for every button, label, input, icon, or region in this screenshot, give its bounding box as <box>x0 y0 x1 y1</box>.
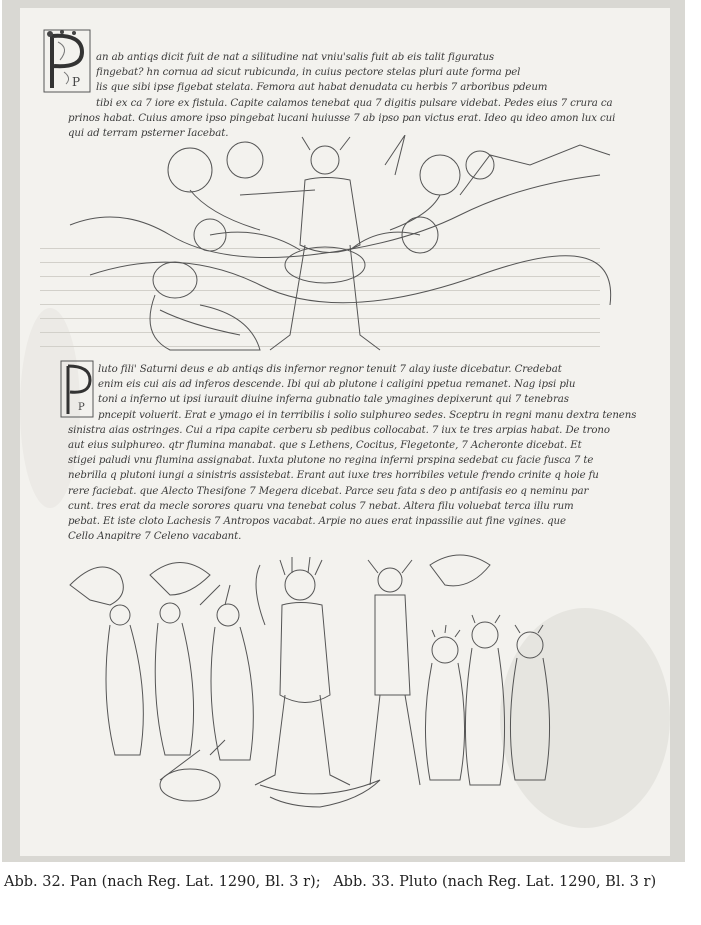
text-line: aut eius sulphureo. qtr flumina manabat. que s Lethens, Cocitus, Flegetonte, 7 Acheronte dicebat. Et <box>68 439 582 451</box>
text-line: cunt. tres erat da mecle sorores quaru vna tenebat colus 7 nebat. Altera filu voluebat terca illu rum <box>68 500 574 512</box>
decorated-initial-pan <box>42 28 92 94</box>
pan-text-block <box>68 50 616 141</box>
caption-fig33: Abb. 33. Pluto (nach Reg. Lat. 1290, Bl. 3 r) <box>333 874 657 890</box>
text-line: prinos habat. Cuius amore ipso pingebat lucani huiusse 7 ab ipso pan victus erat. Ideo qu ideo amon lux cui <box>68 112 616 124</box>
pluto-text-block <box>68 362 637 544</box>
text-line: pebat. Et iste cloto Lachesis 7 Antropos vacabat. Arpie no aues erat inpassilie aut fine vgines. que <box>68 515 566 527</box>
figure-captions <box>4 874 694 890</box>
caption-fig32: Abb. 32. Pan (nach Reg. Lat. 1290, Bl. 3 r); <box>4 874 321 890</box>
text-line: pncepit voluerit. Erat e ymago ei in terribilis i solio sulphureo sedes. Sceptru in regni manu dextra tenens <box>98 409 637 421</box>
text-line: toni a inferno ut ipsi iurauit diuine inferna gubnatio tale ymagines depixerunt qui 7 tenebras <box>98 394 569 406</box>
decorated-initial-pluto <box>60 360 94 418</box>
text-line: enim eis cui ais ad inferos descende. Ibi qui ab plutone i caligini ppetua remanet. Nag ipsi plu <box>98 379 576 391</box>
text-line: luto fili' Saturni deus e ab antiqs dis infernor regnor tenuit 7 alay iuste dicebatur. Credebat <box>98 364 562 375</box>
text-line: qui ad terram psterner Iacebat. <box>68 127 229 139</box>
text-line: an ab antiqs dicit fuit de nat a silitudine nat vniu'salis fuit ab eis talit figuratus <box>96 52 495 63</box>
initial-letter: P <box>72 75 81 89</box>
text-line: rere faciebat. que Alecto Thesifone 7 Megera dicebat. Parce seu fata s deo p antifasis eo q neminu par <box>68 485 589 497</box>
text-line: Cello Anapitre 7 Celeno vacabant. <box>68 531 242 543</box>
pan-illustration <box>60 135 620 365</box>
text-line: lis que sibi ipse figebat stelata. Femora aut habat denudata cu herbis 7 arboribus pdeum <box>96 82 548 94</box>
text-line: nebrilla q plutoni iungi a sinistris assistebat. Erant aut iuxe tres horribiles vetule frendo crinite q hoie fu <box>68 470 599 482</box>
pluto-illustration <box>60 545 580 835</box>
initial-letter: P <box>78 402 85 413</box>
text-line: fingebat? hn cornua ad sicut rubicunda, in cuius pectore stelas pluri aute forma pel <box>96 67 521 79</box>
text-line: stigei paludi vnu flumina assignabat. Iuxta plutone no regina inferni prspina sedebat cu facie fusca 7 te <box>68 455 594 467</box>
text-line: tibi ex ca 7 iore ex fistula. Capite calamos tenebat qua 7 digitis pulsare videbat. Pedes eius 7 crura ca <box>96 97 613 109</box>
text-line: sinistra aias ostringes. Cui a ripa capite cerberu sb pedibus collocabat. 7 iux te tres arpias habat. De trono <box>68 424 610 436</box>
